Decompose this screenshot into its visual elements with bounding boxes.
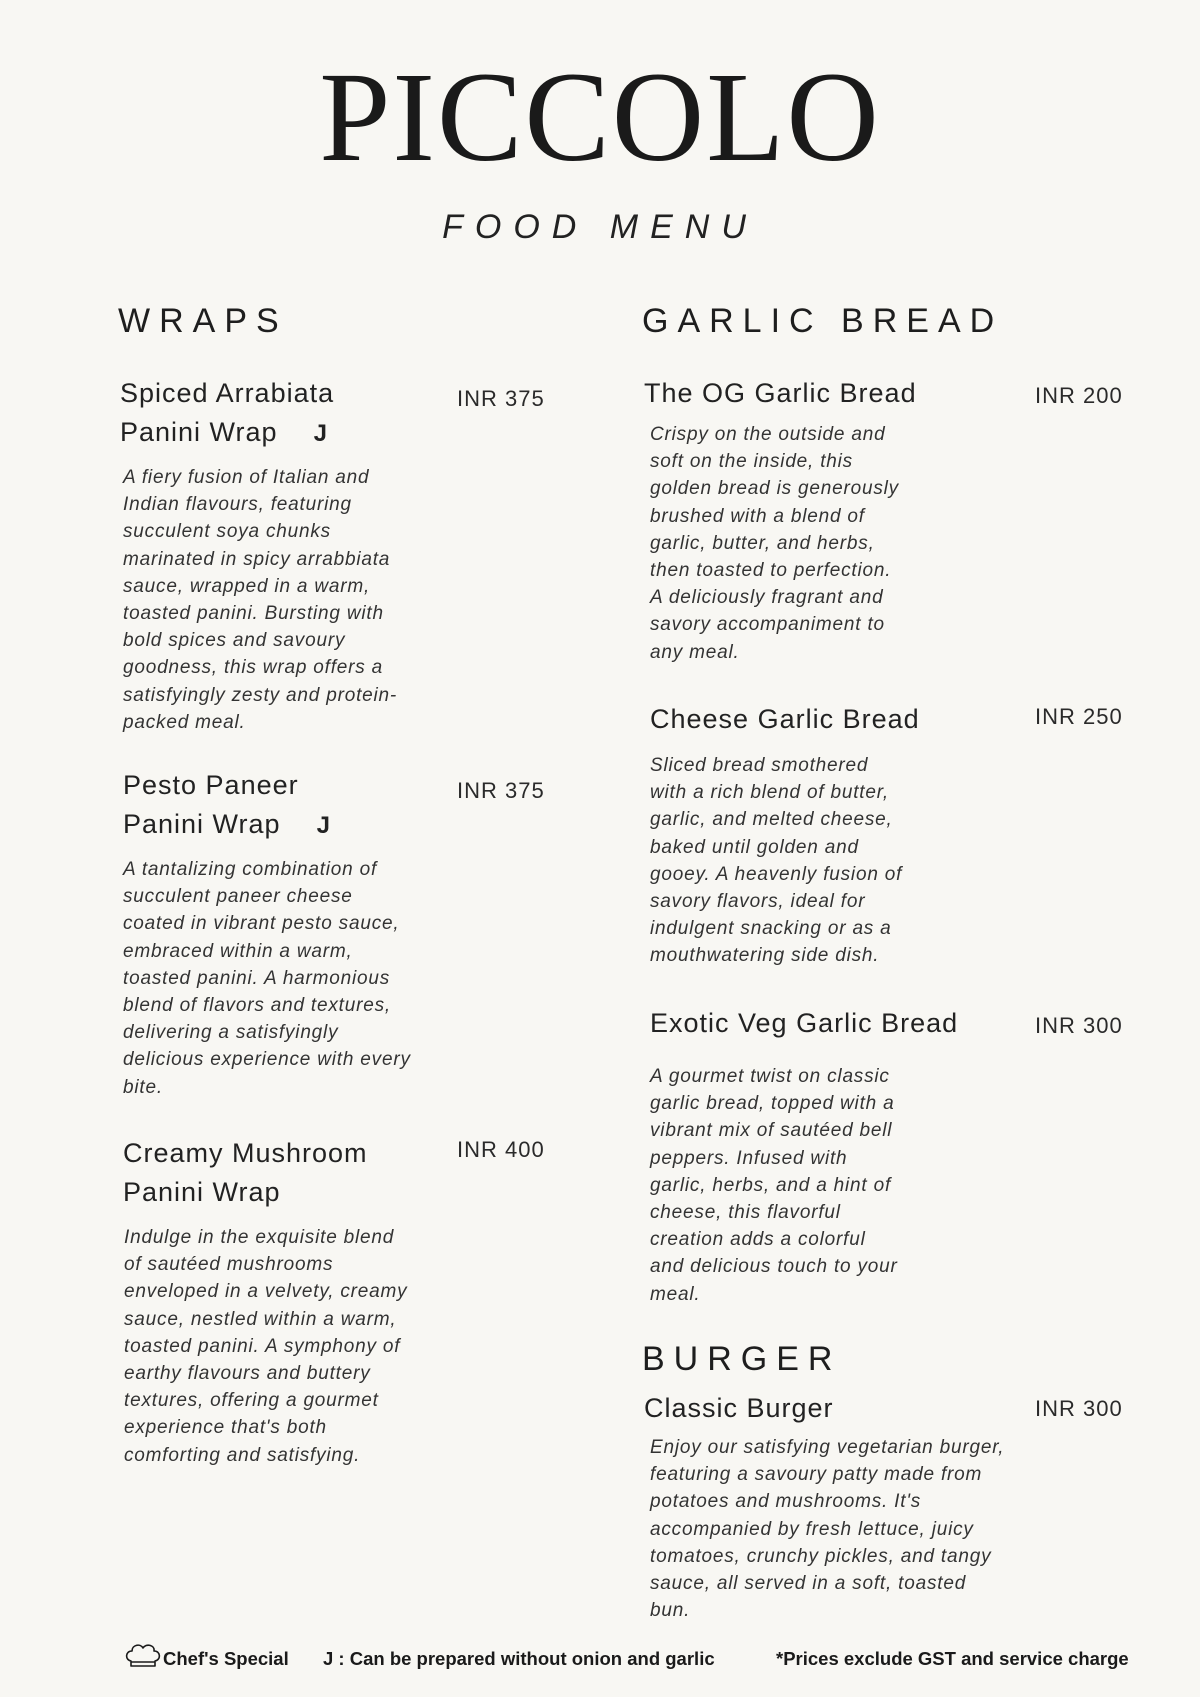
jain-note: J : Can be prepared without onion and garlic (323, 1648, 715, 1669)
jain-badge: J (316, 812, 331, 839)
wrap-item-price: INR 375 (457, 778, 545, 803)
wrap-item-price: INR 400 (457, 1137, 545, 1162)
wrap-item-name: Pesto Paneer Panini Wrap J (123, 770, 331, 839)
chef-hat-icon (124, 1640, 162, 1675)
garlic-bread-item-price: INR 250 (1035, 704, 1123, 729)
section-title-burger: BURGER (642, 1340, 842, 1378)
wrap-item-name: Spiced Arrabiata Panini Wrap J (120, 378, 335, 447)
garlic-bread-item-name: The OG Garlic Bread (644, 378, 917, 408)
section-title-garlic-bread: GARLIC BREAD (642, 302, 1004, 340)
burger-item-name: Classic Burger (644, 1393, 834, 1423)
wrap-item-description: A tantalizing combination of succulent paneer cheese coated in vibrant pesto sauce, embraced within a warm, toasted panini. A harmonious blend of flavors and textures, delivering a satisfyingly delicious experience with every bite. (123, 859, 411, 1098)
chef-special-label: Chef's Special (163, 1648, 289, 1669)
restaurant-logo: PICCOLO (319, 46, 881, 188)
price-note: *Prices exclude GST and service charge (776, 1648, 1129, 1669)
garlic-bread-item-name: Exotic Veg Garlic Bread (650, 1008, 959, 1038)
jain-badge: J (313, 420, 328, 447)
garlic-bread-item-description: Crispy on the outside and soft on the inside, this golden bread is generously brushed with a blend of garlic, butter, and herbs, then toasted to perfection. A deliciously fragrant and savory accompaniment to any meal. (650, 424, 899, 663)
wrap-item-description: Indulge in the exquisite blend of sautéed mushrooms enveloped in a velvety, creamy sauce, nestled within a warm, toasted panini. A symphony of earthy flavours and buttery textures, offering a gourmet experience that's both comforting and satisfying. (124, 1227, 408, 1466)
garlic-bread-item-price: INR 200 (1035, 383, 1123, 408)
section-title-wraps: WRAPS (118, 302, 288, 340)
burger-item-price: INR 300 (1035, 1396, 1123, 1421)
wrap-item-description: A fiery fusion of Italian and Indian flavours, featuring succulent soya chunks marinated in spicy arrabbiata sauce, wrapped in a warm, toasted panini. Bursting with bold spices and savoury goodness, this wrap offers a satisfyingly zesty and protein- packed meal. (123, 467, 398, 733)
garlic-bread-item-description: A gourmet twist on classic garlic bread, topped with a vibrant mix of sautéed bell peppers. Infused with garlic, herbs, and a hint of cheese, this flavorful creation adds a colorful and delicious touch to your meal. (650, 1066, 898, 1305)
wrap-item-price: INR 375 (457, 386, 545, 411)
burger-item-description: Enjoy our satisfying vegetarian burger, featuring a savoury patty made from potatoes and mushrooms. It's accompanied by fresh lettuce, juicy tomatoes, crunchy pickles, and tangy sauce, all served in a soft, toasted bun. (650, 1437, 1005, 1622)
menu-subtitle: FOOD MENU (442, 208, 758, 246)
garlic-bread-item-name: Cheese Garlic Bread (650, 704, 920, 734)
garlic-bread-item-description: Sliced bread smothered with a rich blend of butter, garlic, and melted cheese, baked until golden and gooey. A heavenly fusion of savory flavors, ideal for indulgent snacking or as a mouthwatering side dish. (650, 755, 903, 967)
wrap-item-name: Creamy Mushroom Panini Wrap (123, 1138, 368, 1207)
garlic-bread-item-price: INR 300 (1035, 1013, 1123, 1038)
